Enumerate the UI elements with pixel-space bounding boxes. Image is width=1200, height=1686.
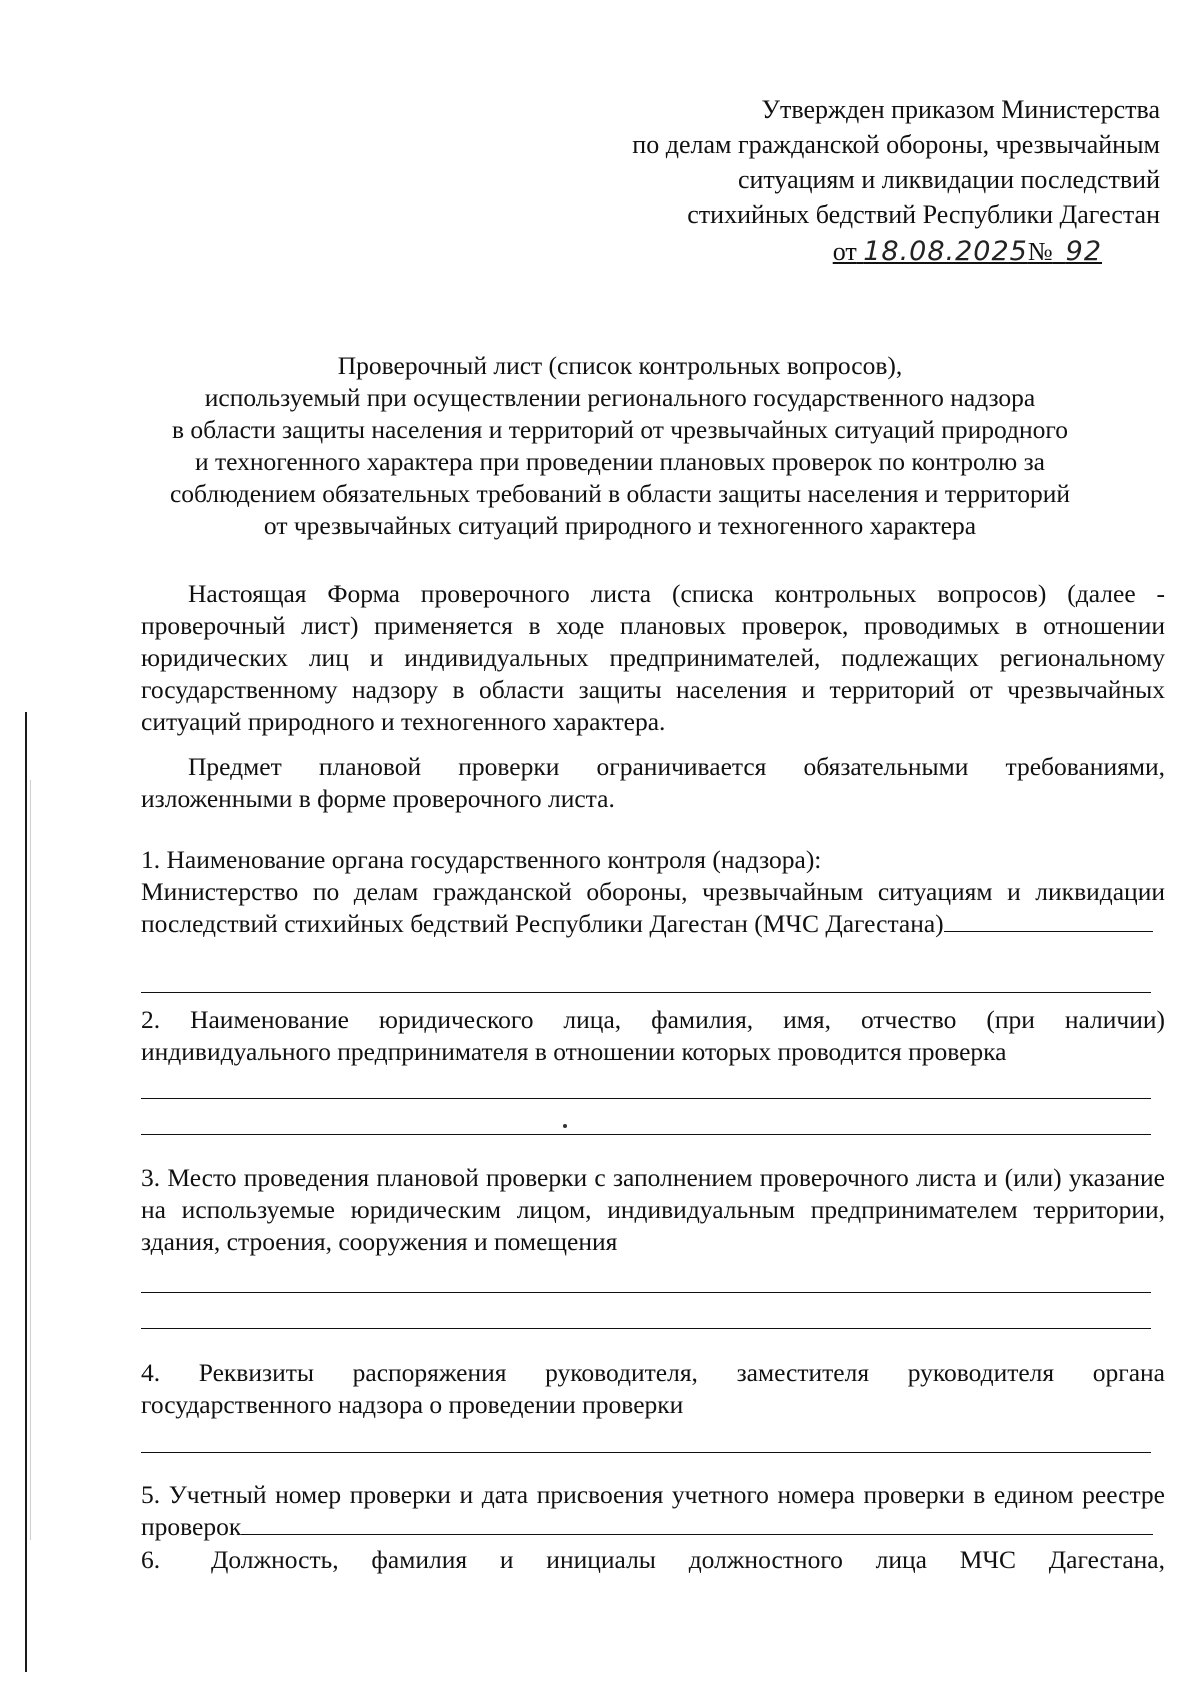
item-1	[141, 844, 1165, 940]
approval-line-1: Утвержден приказом Министерства	[761, 95, 1160, 124]
approval-block	[520, 92, 1160, 269]
handwritten-number: 92	[1065, 236, 1102, 267]
subject-paragraph	[141, 751, 1165, 815]
scan-margin-shadow	[30, 780, 31, 1540]
intro-paragraph-text: Настоящая Форма проверочного листа (списка контрольных вопросов) (далее - проверочный лист) применяется в ходе плановых проверок, проводимых в отношении юридических лиц и индивидуальных предпринимателей, подлежащих региональному государственному надзору в области защиты населения и территорий от чрезвычайных ситуаций природного и техногенного характера.	[141, 579, 1165, 736]
intro-paragraph	[141, 578, 1165, 738]
document-title	[120, 350, 1120, 542]
number-sign: №	[1027, 237, 1053, 266]
title-line-5: соблюдением обязательных требований в области защиты населения и территорий	[169, 479, 1071, 508]
item-5-label: 5. Учетный номер проверки и дата присвоения учетного номера проверки в едином реестре проверок	[141, 1480, 1165, 1541]
item-1-extra-line	[141, 992, 1151, 993]
item-6	[141, 1544, 1165, 1576]
approval-line-2: по делам гражданской обороны, чрезвычайным	[632, 130, 1160, 159]
item-4-fill-line	[141, 1452, 1151, 1453]
item-2	[141, 1004, 1165, 1068]
item-3-text: 3. Место проведения плановой проверки с заполнением проверочного листа и (или) указание на используемые юридическим лицом, индивидуальным предпринимателем территории, здания, строения, сооружения и помещения	[141, 1163, 1165, 1256]
item-5	[141, 1479, 1165, 1543]
title-line-1: Проверочный лист (список контрольных вопросов),	[337, 351, 903, 380]
date-prefix: от	[832, 237, 857, 266]
item-3	[141, 1162, 1165, 1258]
scan-margin-line	[25, 712, 27, 1672]
approval-line-4: стихийных бедствий Республики Дагестан	[687, 200, 1160, 229]
item-2-fill-line-1	[141, 1098, 1151, 1099]
item-2-text: 2. Наименование юридического лица, фамилия, имя, отчество (при наличии) индивидуального предпринимателя в отношении которых проводится проверка	[141, 1005, 1165, 1066]
item-4-text: 4. Реквизиты распоряжения руководителя, заместителя руководителя органа государственного надзора о проведении проверки	[141, 1358, 1165, 1419]
item-1-heading: 1. Наименование органа государственного контроля (надзора):	[141, 845, 822, 874]
handwritten-date: 18.08.2025	[863, 236, 1028, 267]
title-line-6: от чрезвычайных ситуаций природного и техногенного характера	[263, 511, 977, 540]
item-4	[141, 1357, 1165, 1421]
item-6-text: Должность, фамилия и инициалы должностного лица МЧС Дагестана,	[211, 1545, 1165, 1574]
item-3-fill-line-1	[141, 1292, 1151, 1293]
item-1-fill-line	[944, 909, 1153, 932]
approval-line-3: ситуациям и ликвидации последствий	[737, 165, 1160, 194]
approval-date-line	[520, 234, 1160, 269]
item-3-fill-line-2	[141, 1328, 1151, 1329]
item-5-text	[141, 1479, 1165, 1543]
title-line-2: используемый при осуществлении регионального государственного надзора	[204, 383, 1036, 412]
item-1-value-text: Министерство по делам гражданской обороны, чрезвычайным ситуациям и ликвидации последствий стихийных бедствий Республики Дагестан (МЧС Дагестана)	[141, 877, 1165, 938]
item-6-number: 6.	[141, 1545, 161, 1574]
subject-paragraph-text: Предмет плановой проверки ограничивается обязательными требованиями, изложенными в форме проверочного листа.	[141, 752, 1165, 813]
item-2-fill-line-2	[141, 1134, 1151, 1135]
item-1-value	[141, 876, 1165, 940]
title-line-3: в области защиты населения и территорий от чрезвычайных ситуаций природного	[172, 415, 1068, 444]
title-line-4: и техногенного характера при проведении плановых проверок по контролю за	[195, 447, 1045, 476]
item-5-fill-line	[241, 1512, 1153, 1535]
scan-speck	[563, 1124, 567, 1128]
